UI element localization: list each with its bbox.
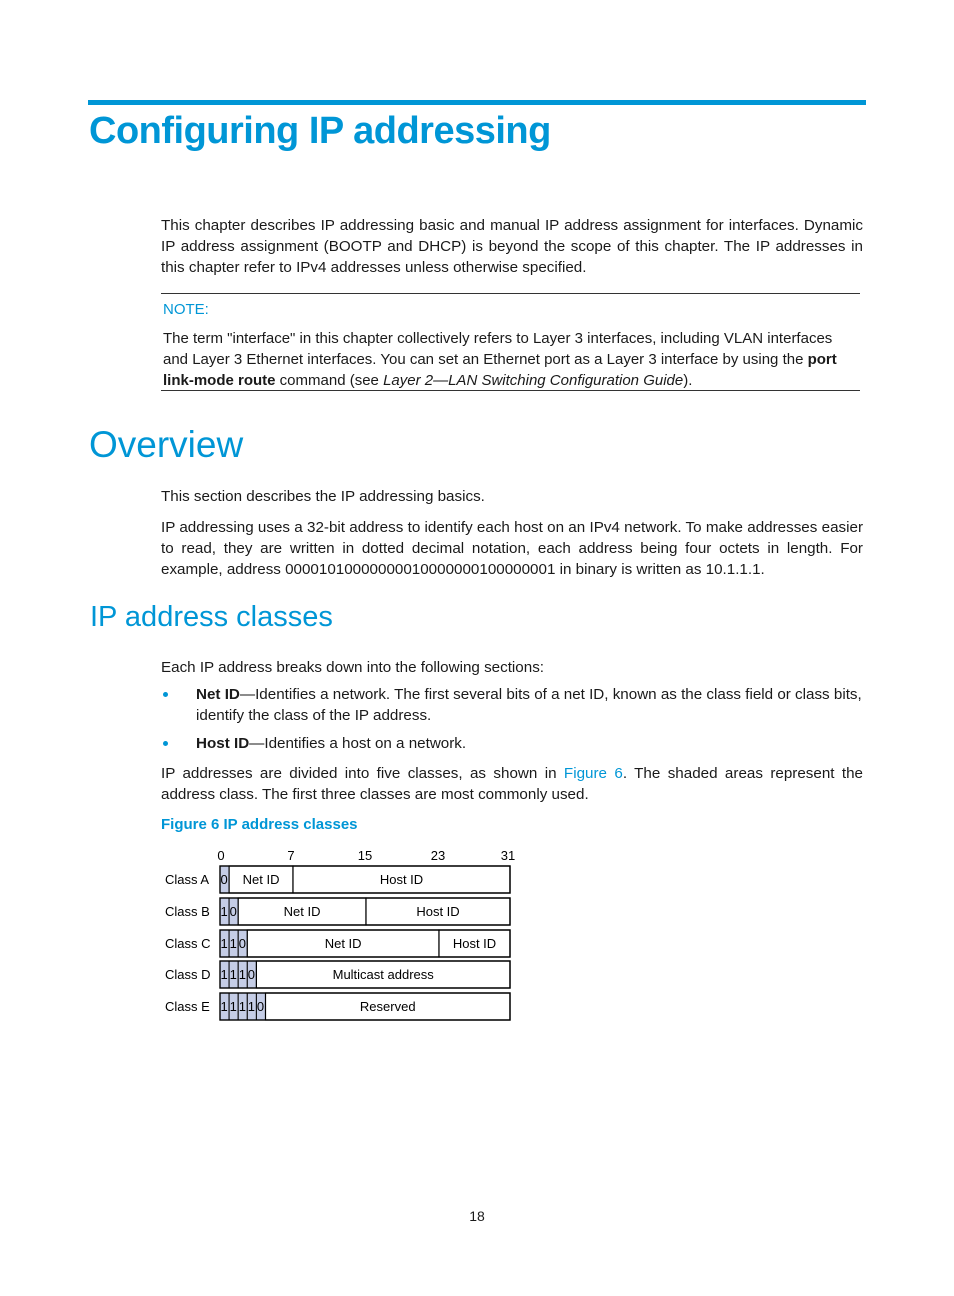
class-label: Class D [165, 967, 211, 982]
class-bit-value: 1 [247, 999, 256, 1014]
overview-paragraph-2: IP addressing uses a 32-bit address to identify each host on an IPv4 network. To make addresses easier to read, they are written in dotted decimal notation, each address being four octets in length. For example, address 00001010000000010000000100000001 in binary is written as 10.1.1.1. [161, 519, 863, 578]
classes-paragraph-2: IP addresses are divided into five classes, as shown in Figure 6. The shaded areas represent the address class. The first three classes are most commonly used. [161, 765, 863, 803]
class-bit-value: 1 [220, 967, 228, 982]
address-field-label: Reserved [359, 999, 416, 1014]
class-bit-value: 1 [229, 936, 237, 951]
address-field-label: Host ID [379, 872, 424, 887]
bullet-icon [163, 692, 168, 697]
figure-caption: Figure 6 IP address classes [161, 816, 358, 833]
bit-position-label: 15 [357, 848, 373, 863]
classes-paragraph-1: Each IP address breaks down into the following sections: [161, 659, 545, 676]
class-bit-value: 0 [238, 936, 246, 951]
class-bit-value: 0 [247, 967, 256, 982]
guide-reference: Layer 2—LAN Switching Configuration Guide [383, 372, 684, 389]
overview-paragraph-1: This section describes the IP addressing basics. [161, 488, 485, 505]
chapter-title: Configuring IP addressing [89, 110, 551, 152]
bullet-host-id: Host ID—Identifies a host on a network. [196, 735, 467, 752]
figure-6-link[interactable]: Figure 6 [563, 765, 623, 782]
bit-position-label: 0 [217, 848, 225, 863]
address-field-label: Net ID [283, 904, 321, 919]
note-top-rule [161, 293, 860, 294]
class-bit-value: 0 [256, 999, 265, 1014]
class-bit-value: 1 [220, 999, 228, 1014]
intro-paragraph: This chapter describes IP addressing basic and manual IP address assignment for interfaces. Dynamic IP address assignment (BOOTP and DHCP) is beyond the scope of this chapter. The IP addresses in this chapter refer to IPv4 addresses unless otherwise specified. [161, 217, 863, 276]
note-label: NOTE: [163, 301, 209, 318]
class-bit-value: 1 [229, 999, 237, 1014]
bit-position-label: 7 [287, 848, 295, 863]
ip-address-classes-diagram [160, 845, 530, 1030]
class-label: Class B [165, 904, 210, 919]
bullet-net-id: Net ID—Identifies a network. The first several bits of a net ID, known as the class field or class bits, identify the class of the IP address. [196, 686, 862, 724]
bit-position-label: 23 [430, 848, 446, 863]
class-bit-value: 0 [229, 904, 237, 919]
note-text: The term "interface" in this chapter collectively refers to Layer 3 interfaces, including VLAN interfaces and Layer 3 Ethernet interfaces. You can set an Ethernet port as a Layer 3 interface by using the port link-mode route command (see Layer 2—LAN Switching Configuration Guide). [163, 330, 837, 389]
bullet-icon [163, 741, 168, 746]
class-label: Class E [165, 999, 210, 1014]
address-field-label: Net ID [242, 872, 280, 887]
class-bit-value: 0 [220, 872, 228, 887]
address-field-label: Host ID [416, 904, 460, 919]
section-title-overview: Overview [89, 424, 244, 465]
address-field-label: Net ID [324, 936, 362, 951]
address-field-label: Host ID [452, 936, 497, 951]
page-number: 18 [469, 1208, 485, 1224]
class-bit-value: 1 [238, 999, 246, 1014]
class-bit-value: 1 [220, 936, 228, 951]
address-field-label: Multicast address [332, 967, 434, 982]
bit-position-label: 31 [500, 848, 516, 863]
class-label: Class C [165, 936, 211, 951]
class-bit-value: 1 [220, 904, 228, 919]
section-title-ip-address-classes: IP address classes [90, 601, 333, 633]
class-bit-value: 1 [229, 967, 237, 982]
chapter-top-rule [88, 100, 866, 105]
class-bit-value: 1 [238, 967, 246, 982]
class-label: Class A [165, 872, 210, 887]
note-bottom-rule [161, 390, 860, 391]
command-name: port link-mode route [163, 351, 837, 389]
